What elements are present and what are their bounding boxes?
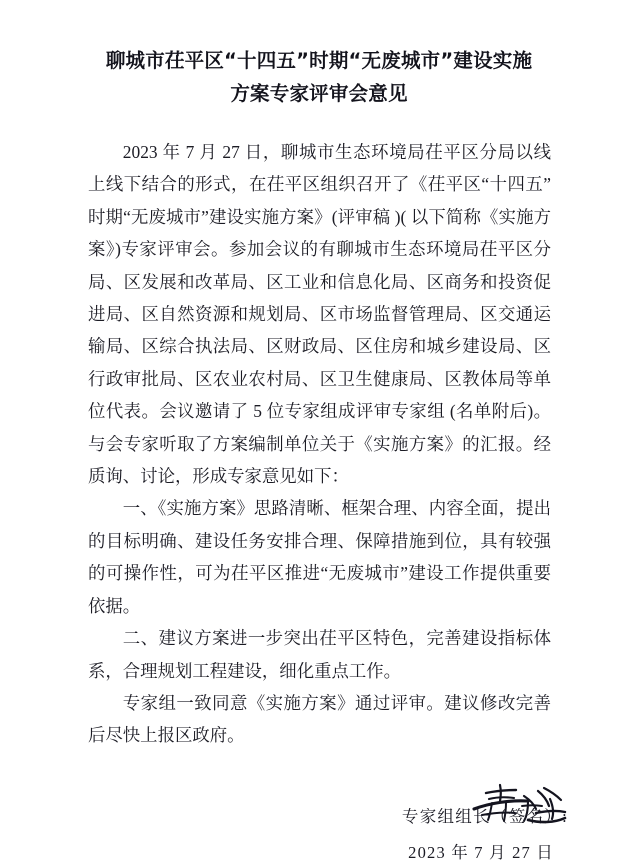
- page-title: [0, 0, 638, 110]
- body-paragraph-opinion-1: 一、《实施方案》思路清晰、框架合理、内容全面，提出的目标明确、建设任务安排合理、保障措施到位，具有较强的可操作性，可为茌平区推进“无废城市”建设工作提供重要依据。: [88, 498, 551, 616]
- signature-row: [88, 796, 568, 830]
- page-title-line-1: 聊城市茌平区“十四五”时期“无废城市”建设实施: [105, 49, 533, 72]
- body-paragraph-opinion-2: 二、建议方案进一步突出茌平区特色，完善建设指标体系，合理规划工程建设，细化重点工作。: [88, 628, 551, 681]
- document-body: [0, 136, 638, 752]
- body-paragraph-conclusion: 专家组一致同意《实施方案》通过评审。建议修改完善后尽快上报区政府。: [88, 692, 551, 746]
- signature-date-row: [88, 839, 568, 863]
- page-title-line-2: 方案专家评审会意见: [230, 82, 408, 105]
- signature-block: [0, 796, 638, 863]
- signature-date: 2023 年 7 月 27 日: [408, 842, 554, 862]
- body-paragraph-intro: 2023 年 7 月 27 日，聊城市生态环境局茌平区分局以线上线下结合的形式，在茌平区组织召开了《茌平区“十四五”时期“无废城市”建设实施方案》(评审稿 )( 以下简称《实施方案》)专家评审会。参加会议的有聊城市生态环境局茌平区分局、区发展和改革局、区工业和信息化局、区商务和投资促进局、区自然资源和规划局、区市场监督管理局、区交通运输局、区综合执法局、区财政局、区住房和城乡建设局、区行政审批局、区农业农村局、区卫生健康局、区教体局等单位代表。会议邀请了 5 位专家组成评审专家组 (名单附后)。与会专家听取了方案编制单位关于《实施方案》的汇报。经质询、讨论，形成专家意见如下：: [88, 142, 551, 487]
- signature-label: 专家组组长（签名）:: [401, 806, 568, 826]
